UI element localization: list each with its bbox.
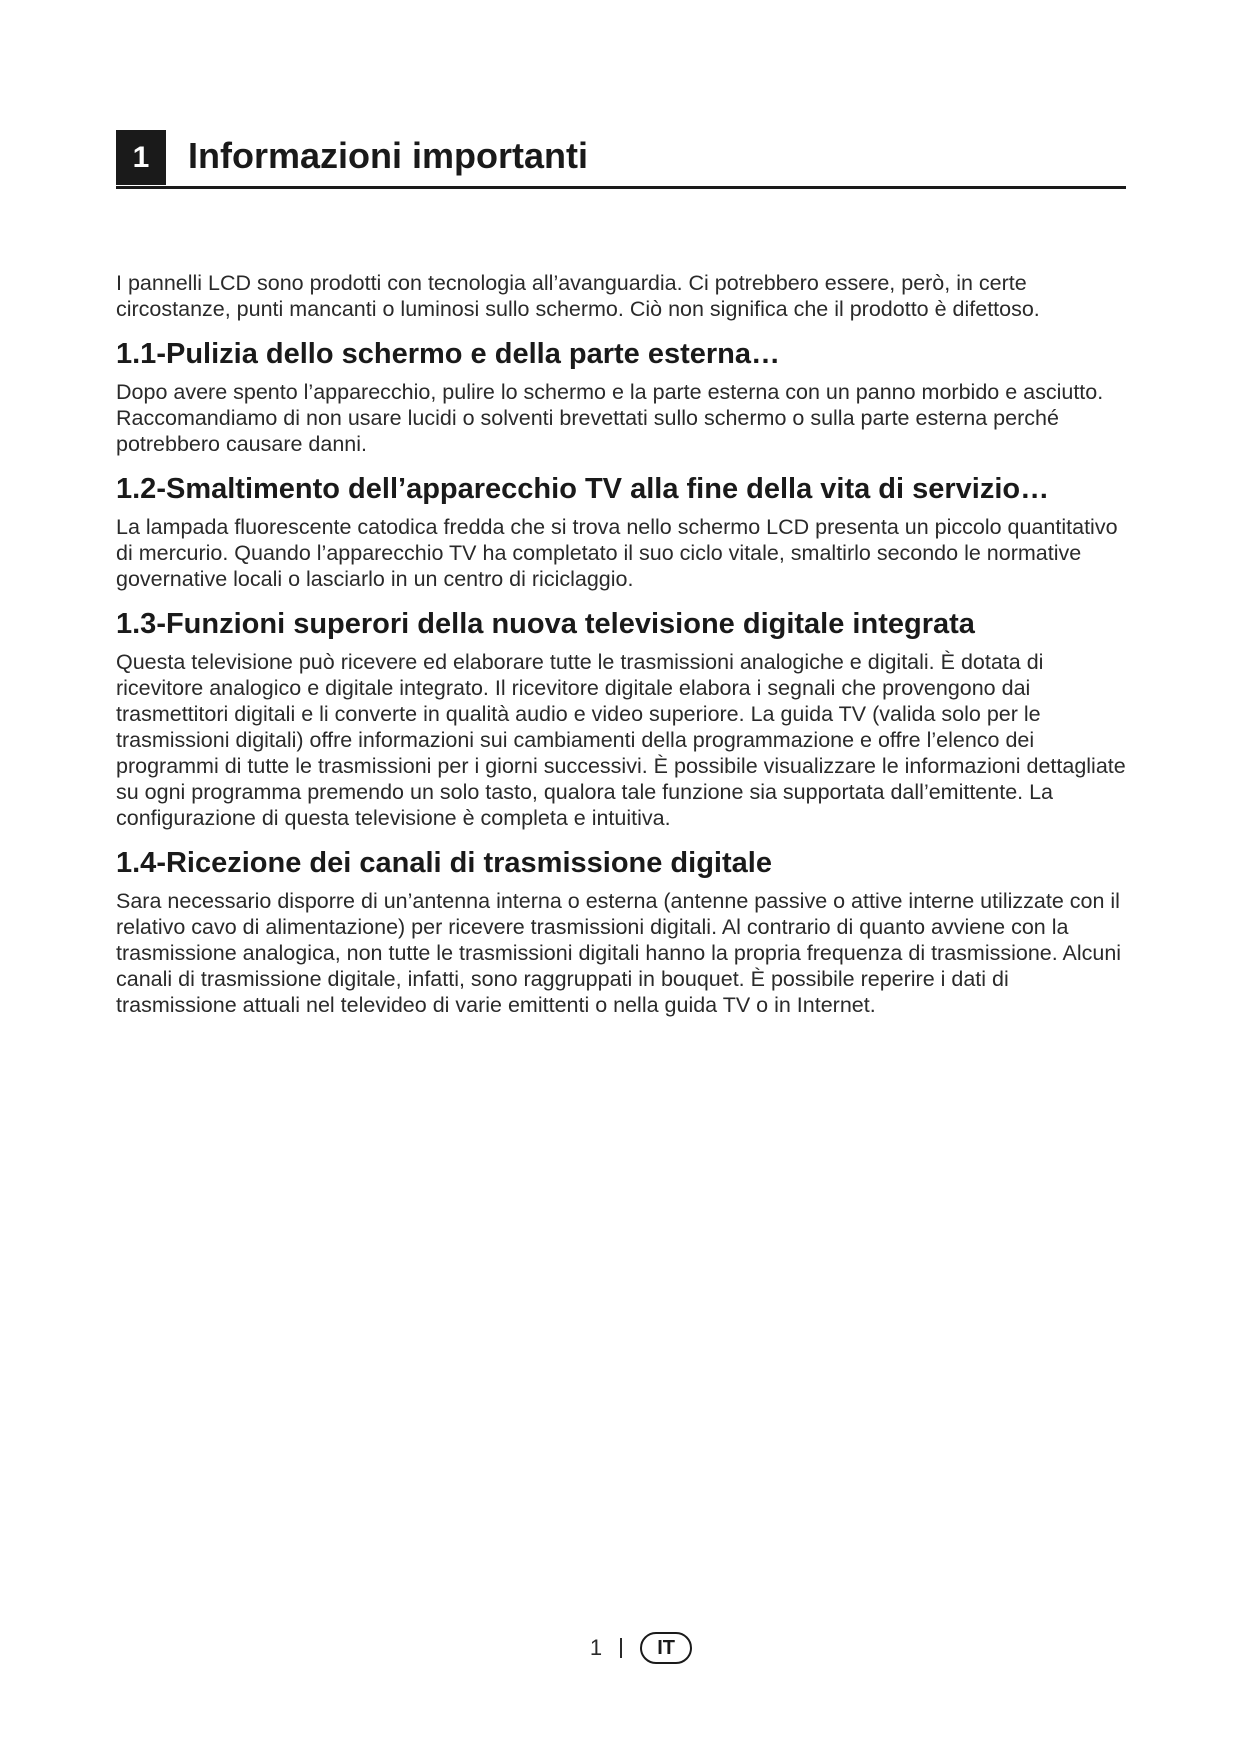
- section-body-disposal: La lampada fluorescente catodica fredda che si trova nello schermo LCD presenta un piccolo quantitativo di mercurio. Quando l’apparecchio TV ha completato il suo ciclo vitale, smaltirlo secondo le normative governative locali o lasciarlo in un centro di riciclaggio.: [116, 515, 1118, 591]
- section-body-digital-tv: Questa televisione può ricevere ed elaborare tutte le trasmissioni analogiche e digitali. È dotata di ricevitore analogico e digitale integrato. Il ricevitore digitale elabora i segnali che provengono dai trasmettitori digitali e li converte in qualità audio e video superiore. La guida TV (valida solo per le trasmissioni digitali) offre informazioni sui cambiamenti della programmazione e offre l’elenco dei programmi di tutte le trasmissioni per i giorni successivi. È possibile visualizzare le informazioni dettagliate su ogni programma premendo un solo tasto, qualora tale funzione sia supportata dall’emittente. La configurazione di questa televisione è completa e intuitiva.: [116, 650, 1126, 830]
- page-number: 1: [589, 1635, 603, 1660]
- section-title-disposal: 1.2-Smaltimento dell’apparecchio TV alla fine della vita di servizio…: [116, 473, 1050, 505]
- page-footer: [116, 1632, 1126, 1664]
- section-body-reception: Sara necessario disporre di un’antenna interna o esterna (antenne passive o attive interne utilizzate con il relativo cavo di alimentazione) per ricevere trasmissioni digitali. Al contrario di quanto avviene con la trasmissione analogica, non tutte le trasmissioni digitali hanno la propria frequenza di trasmissione. Alcuni canali di trasmissione digitale, infatti, sono raggruppati in bouquet. È possibile reperire i dati di trasmissione attuali nel televideo di varie emittenti o nella guida TV o in Internet.: [116, 889, 1122, 1017]
- section-title-cleaning: 1.1-Pulizia dello schermo e della parte esterna…: [116, 338, 781, 370]
- chapter-number: 1: [116, 130, 166, 185]
- language-badge: IT: [640, 1632, 692, 1664]
- section-title-reception: 1.4-Ricezione dei canali di trasmissione digitale: [116, 847, 772, 879]
- page-separator: [620, 1638, 622, 1658]
- intro-paragraph: I pannelli LCD sono prodotti con tecnologia all’avanguardia. Ci potrebbero essere, però, in certe circostanze, punti mancanti o luminosi sullo schermo. Ciò non significa che il prodotto è difettoso.: [116, 271, 1040, 321]
- section-title-digital-tv: 1.3-Funzioni superori della nuova televisione digitale integrata: [116, 608, 975, 640]
- section-body-cleaning: Dopo avere spento l’apparecchio, pulire lo schermo e la parte esterna con un panno morbido e asciutto. Raccomandiamo di non usare lucidi o solventi brevettati sullo schermo o sulla parte esterna perché potrebbero causare danni.: [116, 380, 1104, 456]
- content: [116, 270, 1126, 1018]
- chapter-title: Informazioni importanti: [188, 135, 588, 176]
- chapter-header: [116, 130, 1126, 189]
- document-page: [116, 0, 1126, 1754]
